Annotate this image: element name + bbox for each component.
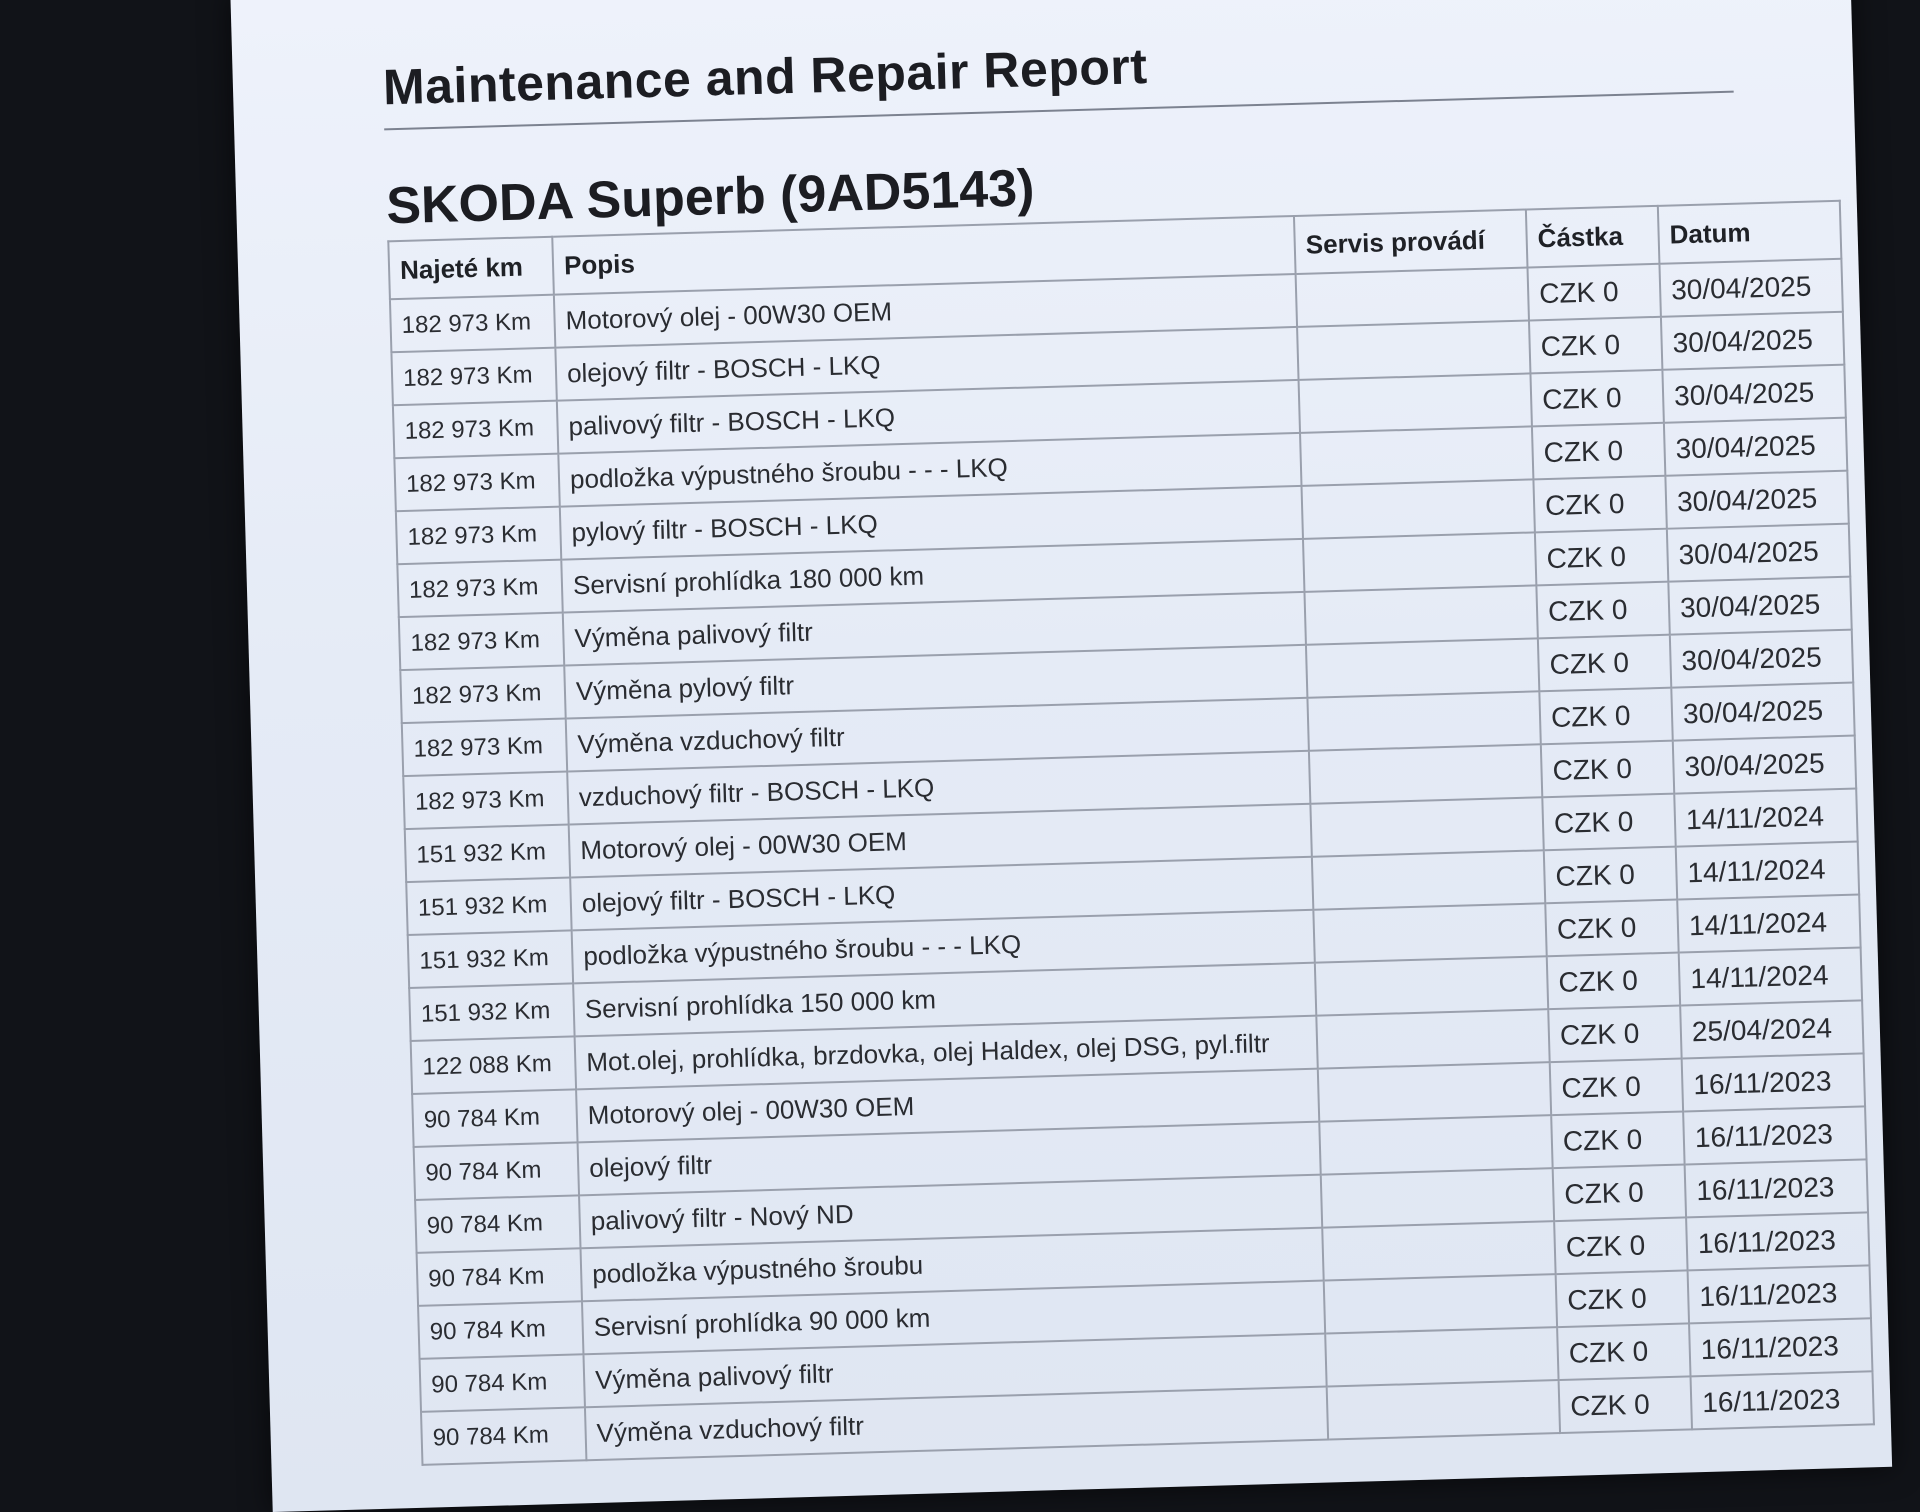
cell-service	[1297, 320, 1530, 379]
cell-date: 30/04/2025	[1664, 418, 1847, 476]
cell-date: 25/04/2024	[1680, 1000, 1863, 1058]
cell-description: Motorový olej - 00W30 OEM	[569, 804, 1312, 878]
cell-amount: CZK 0	[1535, 529, 1668, 586]
cell-description: Servisní prohlídka 150 000 km	[573, 963, 1316, 1037]
cell-amount: CZK 0	[1542, 794, 1675, 851]
cell-date: 30/04/2025	[1662, 365, 1845, 423]
cell-amount: CZK 0	[1539, 688, 1672, 745]
cell-date: 30/04/2025	[1659, 259, 1842, 317]
cell-date: 14/11/2024	[1677, 894, 1860, 952]
cell-amount: CZK 0	[1541, 741, 1674, 798]
cell-service	[1324, 1274, 1557, 1333]
cell-service	[1307, 691, 1540, 750]
cell-km: 182 973 Km	[390, 295, 555, 353]
cell-amount: CZK 0	[1556, 1270, 1689, 1327]
cell-date: 14/11/2024	[1679, 947, 1862, 1005]
cell-amount: CZK 0	[1532, 423, 1665, 480]
cell-date: 30/04/2025	[1670, 630, 1853, 688]
cell-date: 16/11/2023	[1686, 1212, 1869, 1270]
cell-amount: CZK 0	[1533, 476, 1666, 533]
cell-service	[1310, 797, 1543, 856]
cell-km: 151 932 Km	[409, 983, 574, 1041]
cell-service	[1316, 1009, 1549, 1068]
cell-description: Výměna vzduchový filtr	[566, 698, 1309, 772]
vehicle-title: SKODA Superb (9AD5143)	[385, 159, 1036, 236]
cell-km: 151 932 Km	[406, 877, 571, 935]
cell-km: 182 973 Km	[400, 666, 565, 724]
cell-amount: CZK 0	[1548, 1006, 1681, 1063]
cell-date: 30/04/2025	[1673, 736, 1856, 794]
cell-km: 151 932 Km	[405, 824, 570, 882]
cell-km: 90 784 Km	[421, 1407, 586, 1465]
cell-date: 16/11/2023	[1685, 1159, 1868, 1217]
cell-service	[1304, 585, 1537, 644]
header-service: Servis provádí	[1294, 210, 1528, 274]
cell-date: 14/11/2024	[1676, 842, 1859, 900]
cell-date: 16/11/2023	[1683, 1106, 1866, 1164]
header-date: Datum	[1658, 201, 1842, 264]
cell-amount: CZK 0	[1545, 900, 1678, 957]
cell-date: 30/04/2025	[1668, 577, 1851, 635]
cell-service	[1313, 903, 1546, 962]
cell-description: palivový filtr - BOSCH - LKQ	[557, 380, 1300, 454]
report-title: Maintenance and Repair Report	[382, 38, 1149, 116]
cell-description: Motorový olej - 00W30 OEM	[554, 274, 1297, 348]
cell-description: olejový filtr - BOSCH - LKQ	[570, 857, 1313, 931]
header-km: Najeté km	[388, 237, 554, 300]
cell-description: podložka výpustného šroubu - - - LKQ	[572, 910, 1315, 984]
cell-date: 30/04/2025	[1671, 683, 1854, 741]
cell-amount: CZK 0	[1550, 1059, 1683, 1116]
cell-service	[1303, 532, 1536, 591]
cell-description: vzduchový filtr - BOSCH - LKQ	[567, 751, 1310, 825]
cell-service	[1306, 638, 1539, 697]
cell-date: 30/04/2025	[1661, 312, 1844, 370]
cell-service	[1296, 268, 1529, 327]
cell-service	[1315, 956, 1548, 1015]
cell-km: 182 973 Km	[391, 348, 556, 406]
cell-km: 182 973 Km	[397, 560, 562, 618]
report-sheet	[230, 0, 1892, 1512]
cell-service	[1300, 426, 1533, 485]
cell-km: 182 973 Km	[396, 507, 561, 565]
cell-date: 16/11/2023	[1688, 1265, 1871, 1323]
cell-description: Motorový olej - 00W30 OEM	[576, 1069, 1319, 1143]
cell-date: 16/11/2023	[1689, 1318, 1872, 1376]
cell-km: 90 784 Km	[414, 1142, 579, 1200]
cell-service	[1318, 1062, 1551, 1121]
cell-km: 90 784 Km	[420, 1354, 585, 1412]
cell-service	[1322, 1221, 1555, 1280]
header-description: Popis	[552, 216, 1295, 295]
cell-km: 90 784 Km	[412, 1089, 577, 1147]
cell-service	[1319, 1115, 1552, 1174]
cell-description: Výměna pylový filtr	[564, 645, 1307, 719]
cell-description: podložka výpustného šroubu	[581, 1228, 1324, 1302]
cell-service	[1321, 1168, 1554, 1227]
cell-description: Výměna palivový filtr	[583, 1334, 1326, 1408]
cell-description: Mot.olej, prohlídka, brzdovka, olej Haldex, olej DSG, pyl.filtr	[575, 1016, 1318, 1090]
cell-km: 182 973 Km	[393, 401, 558, 459]
cell-description: Servisní prohlídka 90 000 km	[582, 1281, 1325, 1355]
cell-km: 151 932 Km	[408, 930, 573, 988]
cell-km: 122 088 Km	[411, 1036, 576, 1094]
cell-amount: CZK 0	[1538, 635, 1671, 692]
cell-km: 90 784 Km	[418, 1301, 583, 1359]
cell-km: 182 973 Km	[399, 613, 564, 671]
cell-date: 30/04/2025	[1667, 524, 1850, 582]
cell-date: 30/04/2025	[1665, 471, 1848, 529]
cell-service	[1312, 850, 1545, 909]
cell-description: olejový filtr - BOSCH - LKQ	[555, 327, 1298, 401]
cell-service	[1325, 1327, 1558, 1386]
cell-service	[1309, 744, 1542, 803]
cell-amount: CZK 0	[1527, 264, 1660, 321]
cell-km: 182 973 Km	[403, 772, 568, 830]
cell-amount: CZK 0	[1547, 953, 1680, 1010]
cell-description: Servisní prohlídka 180 000 km	[561, 539, 1304, 613]
cell-description: podložka výpustného šroubu - - - LKQ	[558, 433, 1301, 507]
cell-description: pylový filtr - BOSCH - LKQ	[560, 486, 1303, 560]
maintenance-table	[387, 200, 1875, 1466]
cell-amount: CZK 0	[1530, 370, 1663, 427]
cell-amount: CZK 0	[1557, 1323, 1690, 1380]
cell-amount: CZK 0	[1554, 1217, 1687, 1274]
cell-amount: CZK 0	[1529, 317, 1662, 374]
header-amount: Částka	[1526, 206, 1660, 268]
cell-date: 16/11/2023	[1691, 1371, 1874, 1429]
cell-km: 182 973 Km	[402, 719, 567, 777]
cell-amount: CZK 0	[1544, 847, 1677, 904]
cell-amount: CZK 0	[1553, 1164, 1686, 1221]
cell-service	[1299, 373, 1532, 432]
cell-description: Výměna vzduchový filtr	[585, 1387, 1328, 1461]
cell-amount: CZK 0	[1536, 582, 1669, 639]
cell-km: 90 784 Km	[415, 1195, 580, 1253]
cell-amount: CZK 0	[1559, 1376, 1692, 1433]
cell-date: 16/11/2023	[1682, 1053, 1865, 1111]
cell-service	[1327, 1380, 1560, 1439]
cell-description: palivový filtr - Nový ND	[579, 1175, 1322, 1249]
cell-km: 90 784 Km	[417, 1248, 582, 1306]
cell-km: 182 973 Km	[394, 454, 559, 512]
cell-amount: CZK 0	[1551, 1111, 1684, 1168]
cell-description: Výměna palivový filtr	[563, 592, 1306, 666]
cell-description: olejový filtr	[578, 1122, 1321, 1196]
cell-service	[1302, 479, 1535, 538]
cell-date: 14/11/2024	[1674, 789, 1857, 847]
table-body	[390, 259, 1874, 1465]
